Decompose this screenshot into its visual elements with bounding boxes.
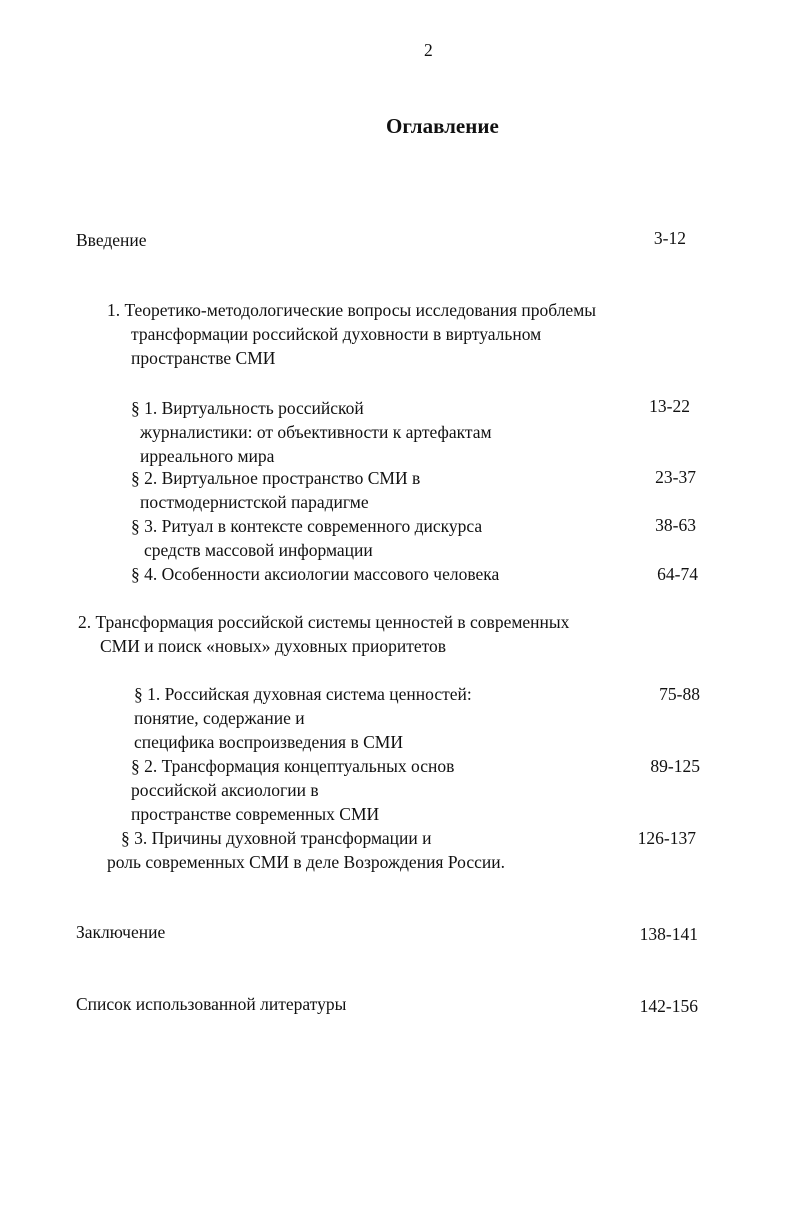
chapter-1-heading-line: 1. Теоретико-методологические вопросы исследования проблемы — [107, 300, 597, 320]
toc-intro-pages: 3-12 — [653, 228, 686, 248]
section-line: § 1. Российская духовная система ценностей: — [134, 684, 472, 704]
section-line: средств массовой информации — [144, 540, 373, 560]
toc-conclusion-label: Заключение — [76, 922, 166, 942]
section-pages: 126-137 — [637, 828, 696, 848]
section-pages: 13-22 — [649, 396, 690, 416]
section-line: § 4. Особенности аксиологии массового человека — [131, 564, 500, 584]
chapter-1-heading-line: трансформации российской духовности в виртуальном — [131, 324, 542, 344]
section-line: § 2. Виртуальное пространство СМИ в — [131, 468, 421, 488]
section-line: § 1. Виртуальность российской — [131, 398, 364, 418]
toc-title: Оглавление — [386, 114, 499, 138]
page-number: 2 — [424, 40, 433, 60]
section-pages: 23-37 — [655, 467, 696, 487]
toc-intro-label: Введение — [76, 230, 147, 250]
section-line: § 3. Ритуал в контексте современного дискурса — [131, 516, 483, 536]
section-line: § 3. Причины духовной трансформации и — [121, 828, 432, 848]
chapter-2-heading-line: 2. Трансформация российской системы ценностей в современных — [78, 612, 570, 632]
section-line: журналистики: от объективности к артефактам — [140, 422, 492, 442]
section-pages: 89-125 — [650, 756, 700, 776]
toc-bibliography-label: Список использованной литературы — [76, 994, 347, 1014]
section-line: роль современных СМИ в деле Возрождения России. — [107, 852, 505, 872]
section-line: постмодернистской парадигме — [140, 492, 369, 512]
section-line: ирреального мира — [140, 446, 275, 466]
section-pages: 38-63 — [655, 515, 696, 535]
toc-bibliography-pages: 142-156 — [639, 996, 698, 1016]
section-line: пространстве современных СМИ — [131, 804, 380, 824]
section-pages: 64-74 — [657, 564, 698, 584]
section-line: специфика воспроизведения в СМИ — [134, 732, 403, 752]
chapter-2-heading-line: СМИ и поиск «новых» духовных приоритетов — [100, 636, 447, 656]
section-pages: 75-88 — [659, 684, 700, 704]
section-line: российской аксиологии в — [131, 780, 319, 800]
section-line: § 2. Трансформация концептуальных основ — [131, 756, 455, 776]
chapter-1-heading-line: пространстве СМИ — [131, 348, 276, 368]
toc-conclusion-pages: 138-141 — [639, 924, 698, 944]
section-line: понятие, содержание и — [134, 708, 305, 728]
